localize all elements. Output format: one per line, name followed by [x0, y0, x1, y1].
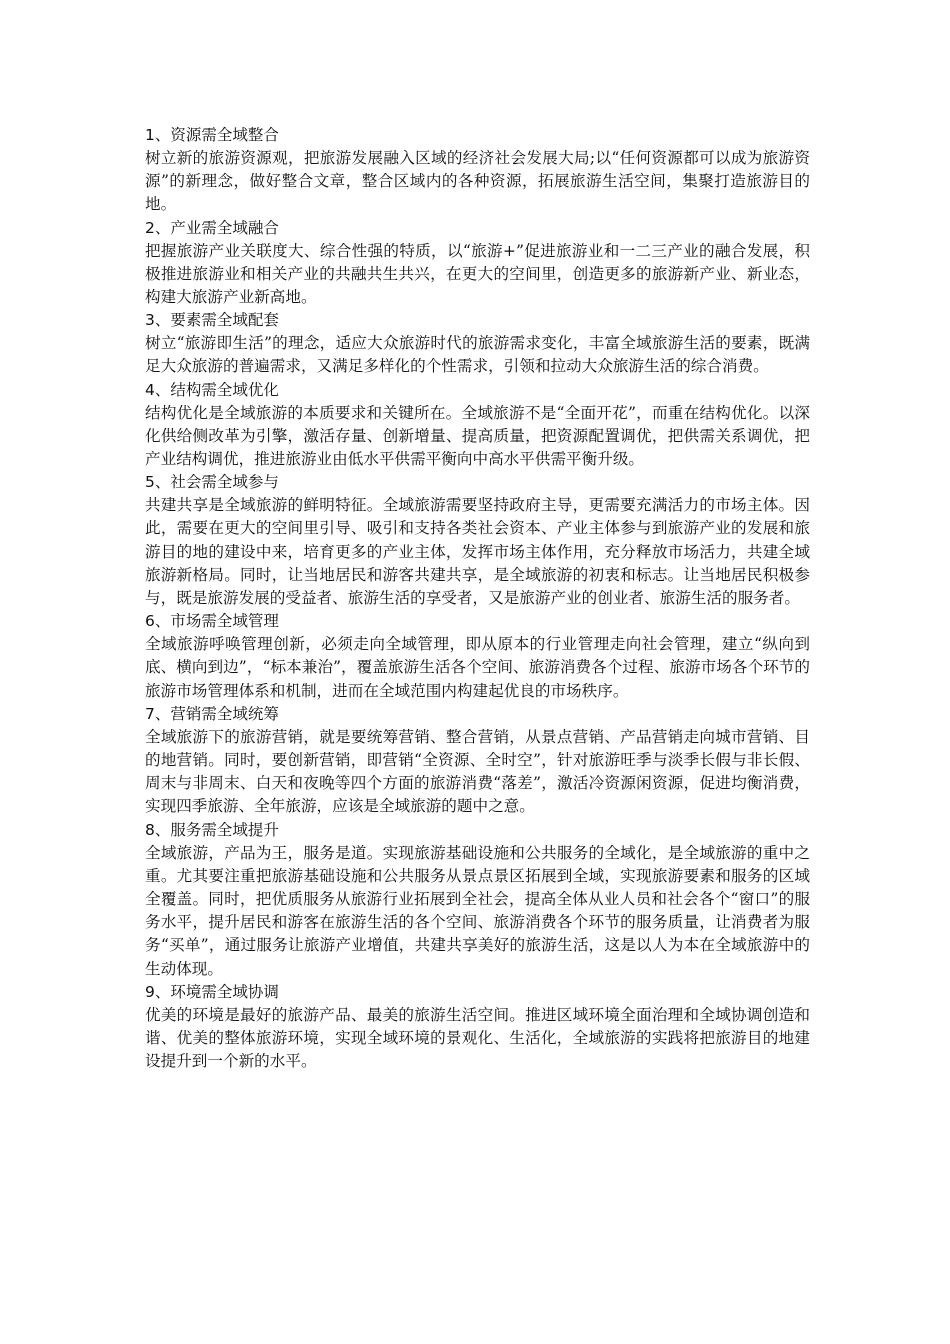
section-heading: 5、社会需全域参与 [145, 473, 279, 492]
section-heading: 7、营销需全域统筹 [145, 704, 279, 723]
section-9 [145, 981, 810, 1074]
section-2 [145, 217, 810, 310]
section-paragraph: 结构优化是全域旅游的本质要求和关键所在。全域旅游不是“全面开花”，而重在结构优化。以深化供给侧改革为引擎，激活存量、创新增量、提高质量，把资源配置调优，把供需关系调优，把产业结构调优，推进旅游业由低水平供需平衡向中高水平供需平衡升级。 [145, 403, 810, 469]
section-paragraph: 优美的环境是最好的旅游产品、最美的旅游生活空间。推进区域环境全面治理和全域协调创造和谐、优美的整体旅游环境，实现全域环境的景观化、生活化，全域旅游的实践将把旅游目的地建设提升到一个新的水平。 [145, 1005, 810, 1071]
section-7 [145, 703, 810, 819]
section-1 [145, 124, 810, 217]
section-paragraph: 全域旅游下的旅游营销，就是要统筹营销、整合营销，从景点营销、产品营销走向城市营销、目的地营销。同时，要创新营销，即营销“全资源、全时空”，针对旅游旺季与淡季长假与非长假、周末与非周末、白天和夜晚等四个方面的旅游消费“落差”，激活冷资源闲资源，促进均衡消费，实现四季旅游、全年旅游，应该是全域旅游的题中之意。 [145, 727, 810, 816]
section-paragraph: 共建共享是全域旅游的鲜明特征。全域旅游需要坚持政府主导，更需要充满活力的市场主体。因此，需要在更大的空间里引导、吸引和支持各类社会资本、产业主体参与到旅游产业的发展和旅游目的地的建设中来，培育更多的产业主体，发挥市场主体作用，充分释放市场活力，共建全域旅游新格局。同时，让当地居民和游客共建共享，是全域旅游的初衷和标志。让当地居民积极参与，既是旅游发展的受益者、旅游生活的享受者，又是旅游产业的创业者、旅游生活的服务者。 [145, 496, 810, 608]
section-paragraph: 把握旅游产业关联度大、综合性强的特质，以“旅游+”促进旅游业和一二三产业的融合发展，积极推进旅游业和相关产业的共融共生共兴，在更大的空间里，创造更多的旅游新产业、新业态，构建大旅游产业新高地。 [145, 241, 810, 307]
document-body [145, 124, 810, 1074]
section-6 [145, 610, 810, 703]
section-heading: 1、资源需全域整合 [145, 126, 279, 144]
section-heading: 6、市场需全域管理 [145, 612, 279, 631]
section-8 [145, 819, 810, 981]
section-heading: 3、要素需全域配套 [145, 311, 279, 330]
section-3 [145, 309, 810, 378]
section-heading: 9、环境需全域协调 [145, 982, 279, 1001]
section-4 [145, 379, 810, 472]
section-heading: 2、产业需全域融合 [145, 218, 279, 237]
section-5 [145, 471, 810, 610]
section-heading: 4、结构需全域优化 [145, 380, 279, 399]
section-heading: 8、服务需全域提升 [145, 820, 279, 839]
section-paragraph: 树立新的旅游资源观，把旅游发展融入区域的经济社会发展大局;以“任何资源都可以成为旅游资源”的新理念，做好整合文章，整合区域内的各种资源，拓展旅游生活空间，集聚打造旅游目的地。 [145, 149, 810, 214]
section-paragraph: 全域旅游呼唤管理创新，必须走向全域管理，即从原本的行业管理走向社会管理，建立“纵向到底、横向到边”，“标本兼治”，覆盖旅游生活各个空间、旅游消费各个过程、旅游市场各个环节的旅游市场管理体系和机制，进而在全域范围内构建起优良的市场秩序。 [145, 635, 810, 700]
section-paragraph: 全域旅游，产品为王，服务是道。实现旅游基础设施和公共服务的全域化，是全域旅游的重中之重。尤其要注重把旅游基础设施和公共服务从景点景区拓展到全域，实现旅游要素和服务的区域全覆盖。同时，把优质服务从旅游行业拓展到全社会，提高全体从业人员和社会各个“窗口”的服务水平，提升居民和游客在旅游生活的各个空间、旅游消费各个环节的服务质量，让消费者为服务“买单”，通过服务让旅游产业增值，共建共享美好的旅游生活，这是以人为本在全域旅游中的生动体现。 [145, 843, 810, 978]
section-paragraph: 树立“旅游即生活”的理念，适应大众旅游时代的旅游需求变化，丰富全域旅游生活的要素，既满足大众旅游的普遍需求，又满足多样化的个性需求，引领和拉动大众旅游生活的综合消费。 [145, 334, 810, 376]
